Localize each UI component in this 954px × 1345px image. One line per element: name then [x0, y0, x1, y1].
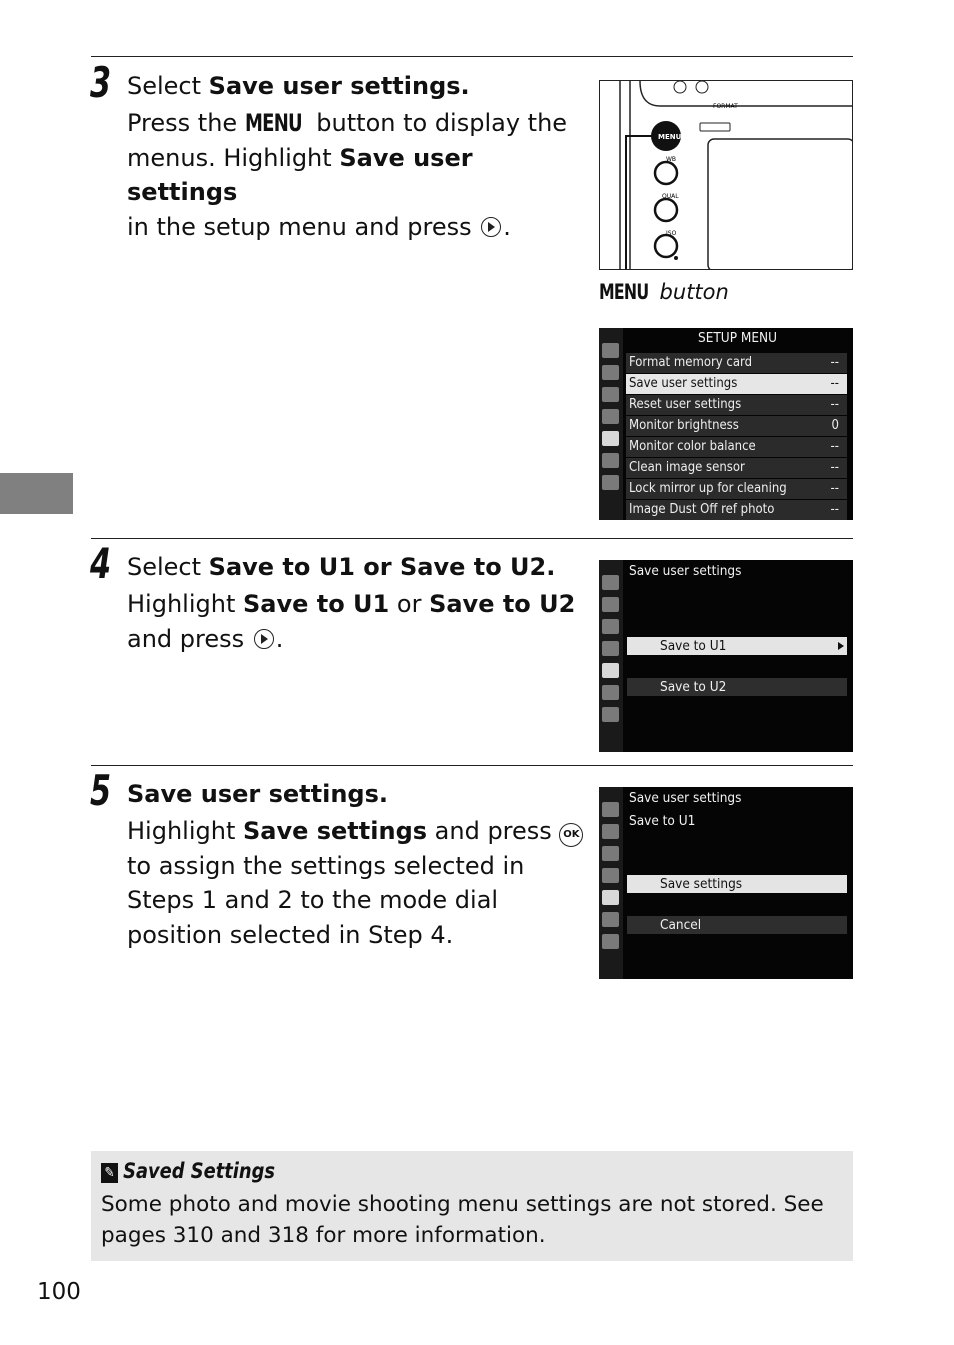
playback-tab-icon[interactable] — [602, 343, 619, 358]
menu-item[interactable]: Monitor brightness 0 — [626, 416, 847, 436]
custom-settings-tab-icon[interactable] — [602, 641, 619, 656]
retouch-tab-icon[interactable] — [602, 685, 619, 700]
qual-label: QUAL — [662, 193, 679, 200]
iso-label: ISO — [666, 230, 677, 237]
section-divider — [91, 538, 853, 539]
menu-tabs — [599, 787, 623, 979]
ok-button-icon: OK — [559, 823, 583, 847]
my-menu-tab-icon[interactable] — [602, 475, 619, 490]
page-number: 100 — [37, 1279, 81, 1305]
camera-drawing — [600, 81, 853, 270]
setup-tab-icon[interactable] — [602, 663, 619, 678]
screen-title: Save user settings — [629, 790, 742, 806]
menu-item[interactable]: Reset user settings -- — [626, 395, 847, 415]
menu-title: SETUP MENU — [698, 330, 778, 346]
movie-tab-icon[interactable] — [602, 619, 619, 634]
menu-item[interactable]: Monitor color balance -- — [626, 437, 847, 457]
option-save-to-u1[interactable]: Save to U1 — [627, 637, 847, 655]
menu-word: MENU — [244, 109, 302, 137]
menu-item[interactable]: Clean image sensor -- — [626, 458, 847, 478]
menu-item[interactable]: Format memory card -- — [626, 353, 847, 373]
camera-tab-icon[interactable] — [602, 824, 619, 839]
multi-selector-right-icon — [254, 629, 274, 649]
step-body: Highlight Save settings and press OK to assign the settings selected in Steps 1 and 2 to the mode dial position selected in Step 4. — [127, 814, 587, 952]
menu-item-selected[interactable]: Save user settings -- — [626, 374, 847, 394]
setup-tab-icon[interactable] — [602, 890, 619, 905]
step-title: Select Save user settings. — [127, 72, 470, 100]
menu-item[interactable]: Lock mirror up for cleaning -- — [626, 479, 847, 499]
step-title: Save user settings. — [127, 780, 388, 808]
movie-tab-icon[interactable] — [602, 846, 619, 861]
menu-tabs — [599, 560, 623, 752]
setup-tab-icon[interactable] — [602, 431, 619, 446]
camera-tab-icon[interactable] — [602, 365, 619, 380]
retouch-tab-icon[interactable] — [602, 453, 619, 468]
wb-label: WB — [666, 156, 677, 163]
section-divider — [91, 56, 853, 57]
pencil-icon: ✎ — [101, 1163, 118, 1183]
camera-back-illustration — [599, 80, 853, 270]
menu-button-label: MENU — [658, 133, 682, 141]
step-body: Press the MENU button to display the menus. Highlight Save user settings in the setup menu and press . — [127, 106, 587, 244]
multi-selector-right-icon — [481, 217, 501, 237]
save-user-settings-screen — [599, 560, 853, 752]
setup-menu-screen — [599, 328, 853, 520]
menu-item[interactable]: Image Dust Off ref photo -- — [626, 500, 847, 520]
screen-title: Save user settings — [629, 563, 742, 579]
step-number: 3 — [90, 58, 112, 107]
option-save-to-u2[interactable]: Save to U2 — [627, 678, 847, 696]
option-save-settings[interactable]: Save settings — [627, 875, 847, 893]
step-number: 4 — [90, 539, 112, 588]
step-number: 5 — [90, 766, 112, 815]
menu-tabs — [599, 328, 623, 520]
screen-subtitle: Save to U1 — [629, 813, 696, 829]
chapter-tab — [0, 473, 73, 514]
arrow-right-icon — [838, 642, 844, 650]
option-cancel[interactable]: Cancel — [627, 916, 847, 934]
section-divider — [91, 765, 853, 766]
camera-tab-icon[interactable] — [602, 597, 619, 612]
note-heading: ✎ Saved Settings — [101, 1159, 275, 1183]
step-title: Select Save to U1 or Save to U2. — [127, 553, 556, 581]
playback-tab-icon[interactable] — [602, 802, 619, 817]
menu-button-caption: MENU button — [599, 280, 729, 304]
retouch-tab-icon[interactable] — [602, 912, 619, 927]
save-settings-screen — [599, 787, 853, 979]
movie-tab-icon[interactable] — [602, 387, 619, 402]
note-box — [91, 1151, 853, 1261]
custom-settings-tab-icon[interactable] — [602, 409, 619, 424]
my-menu-tab-icon[interactable] — [602, 934, 619, 949]
my-menu-tab-icon[interactable] — [602, 707, 619, 722]
format-label: FORMAT — [713, 103, 738, 110]
playback-tab-icon[interactable] — [602, 575, 619, 590]
custom-settings-tab-icon[interactable] — [602, 868, 619, 883]
note-body: Some photo and movie shooting menu settings are not stored. See pages 310 and 318 for more information. — [101, 1192, 824, 1248]
step-body: Highlight Save to U1 or Save to U2 and press . — [127, 590, 576, 653]
